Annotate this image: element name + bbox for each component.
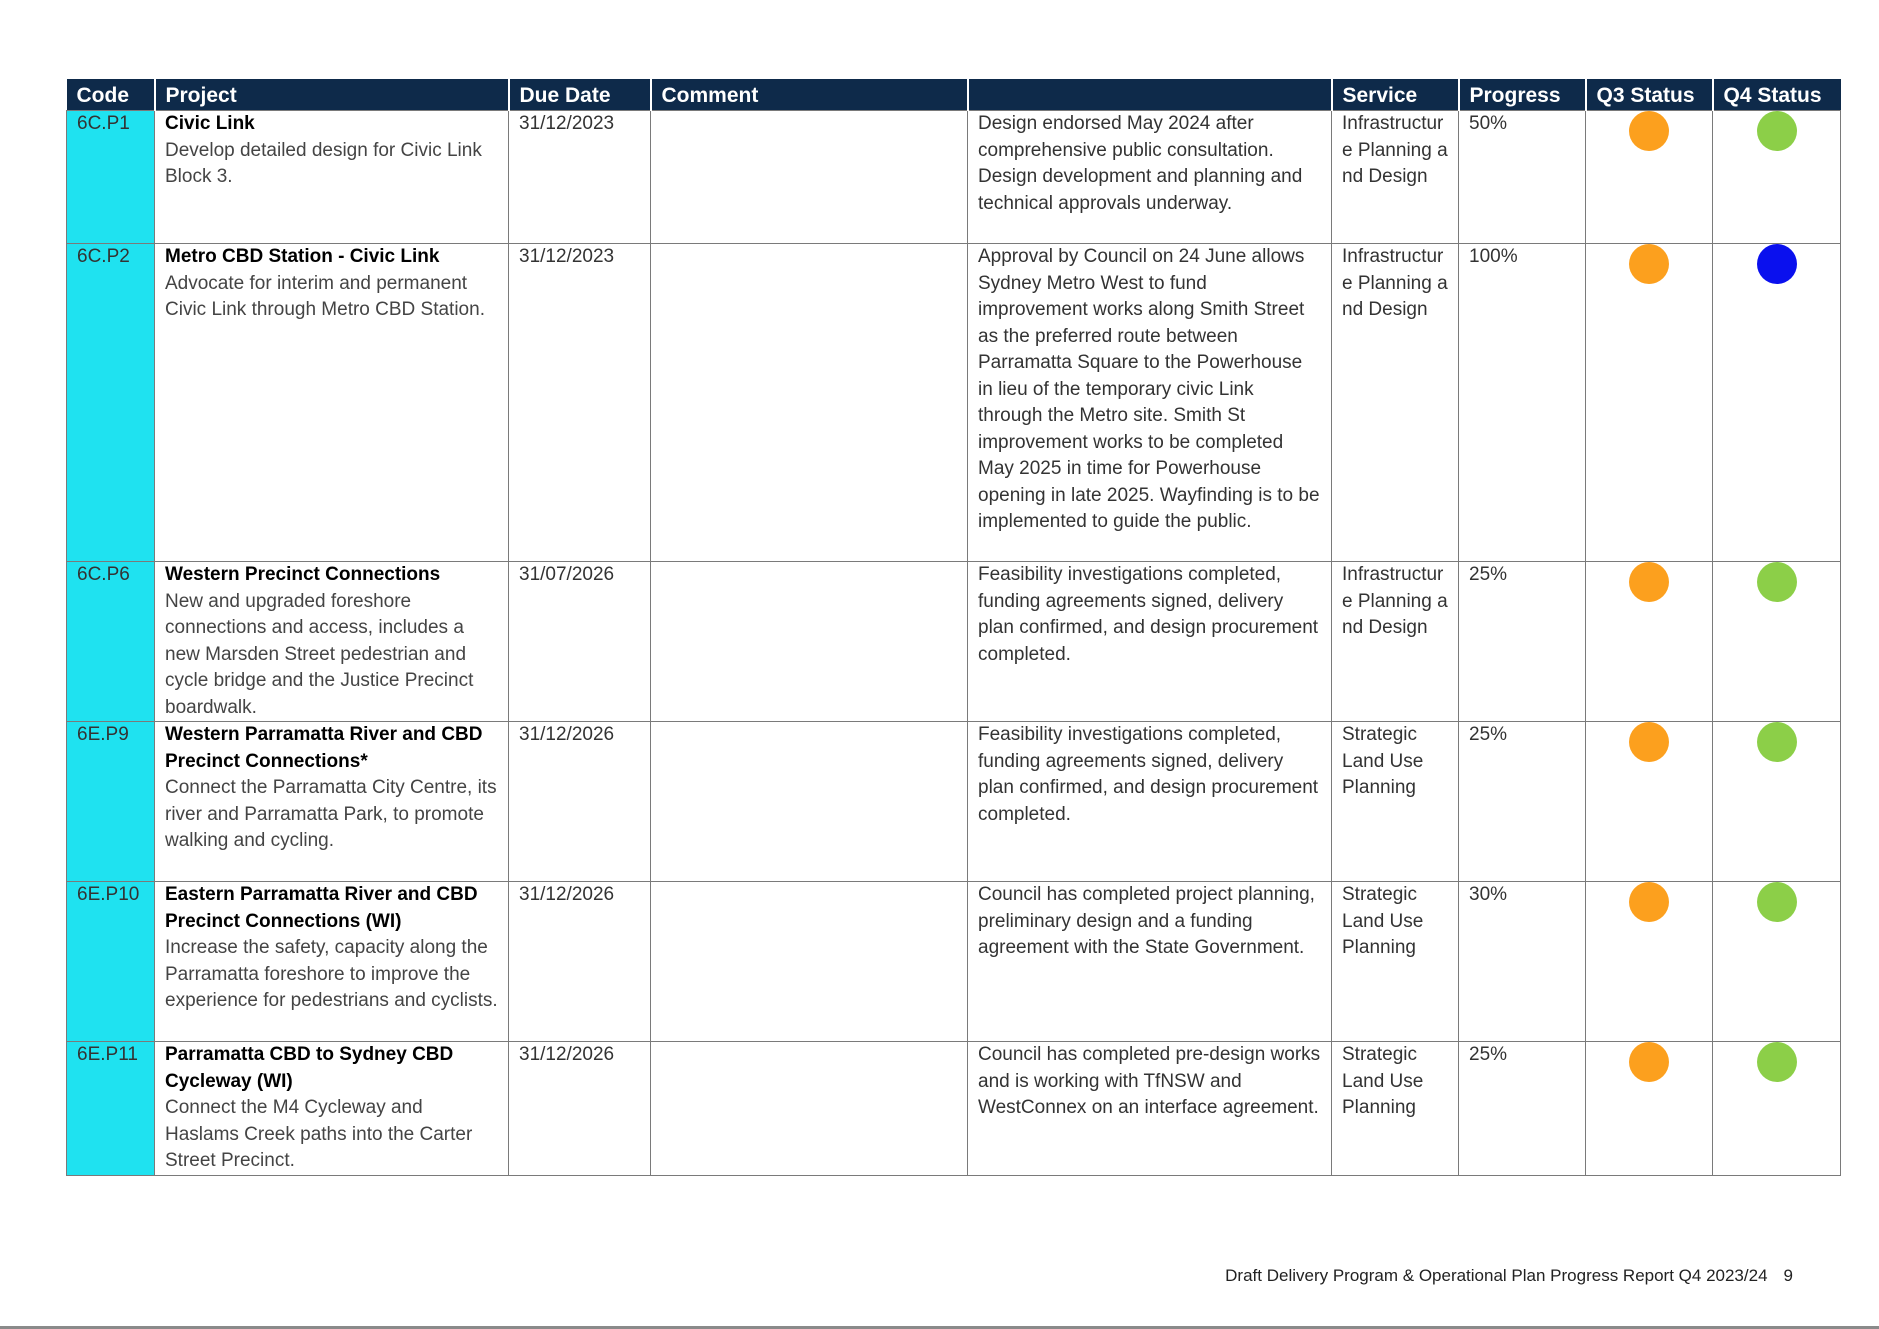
progress-cell: 30% bbox=[1459, 882, 1586, 1042]
q4-status-dot bbox=[1757, 111, 1797, 151]
header-project: Project bbox=[155, 79, 509, 111]
service-cell: Infrastructure Planning and Design bbox=[1332, 562, 1459, 722]
comment-cell bbox=[651, 722, 968, 882]
q3-status-dot bbox=[1629, 111, 1669, 151]
code-cell: 6C.P2 bbox=[67, 244, 155, 562]
progress-cell: 25% bbox=[1459, 562, 1586, 722]
update-cell: Feasibility investigations completed, funding agreements signed, delivery plan confirmed, and design procurement completed. bbox=[968, 722, 1332, 882]
project-cell bbox=[155, 1042, 509, 1176]
table-header-row bbox=[67, 79, 1841, 111]
due-date-cell: 31/12/2023 bbox=[509, 244, 651, 562]
project-description: Advocate for interim and permanent Civic Link through Metro CBD Station. bbox=[165, 272, 485, 320]
project-title: Metro CBD Station - Civic Link bbox=[165, 246, 440, 267]
due-date-cell: 31/12/2026 bbox=[509, 1042, 651, 1176]
page-number: 9 bbox=[1783, 1266, 1793, 1285]
service-cell: Infrastructure Planning and Design bbox=[1332, 111, 1459, 244]
q3-status-dot bbox=[1629, 882, 1669, 922]
service-cell: Strategic Land Use Planning bbox=[1332, 722, 1459, 882]
service-cell: Strategic Land Use Planning bbox=[1332, 1042, 1459, 1176]
progress-cell: 25% bbox=[1459, 1042, 1586, 1176]
code-cell: 6C.P1 bbox=[67, 111, 155, 244]
update-cell: Approval by Council on 24 June allows Sydney Metro West to fund improvement works along Smith Street as the preferred route between Parramatta Square to the Powerhouse in lieu of the temporary civic Link through the Metro site. Smith St improvement works to be completed May 2025 in time for Powerhouse opening in late 2025. Wayfinding is to be implemented to guide the public. bbox=[968, 244, 1332, 562]
q3-status-dot bbox=[1629, 562, 1669, 602]
update-cell: Design endorsed May 2024 after comprehensive public consultation. Design development and planning and technical approvals underway. bbox=[968, 111, 1332, 244]
project-cell bbox=[155, 111, 509, 244]
project-description: Develop detailed design for Civic Link Block 3. bbox=[165, 139, 482, 187]
project-title: Western Parramatta River and CBD Precinct Connections* bbox=[165, 724, 483, 772]
q3-status-cell bbox=[1586, 111, 1713, 244]
project-description: New and upgraded foreshore connections and access, includes a new Marsden Street pedestrian and cycle bridge and the Justice Precinct boardwalk. bbox=[165, 590, 474, 718]
table-row bbox=[67, 722, 1841, 882]
service-cell: Strategic Land Use Planning bbox=[1332, 882, 1459, 1042]
project-title: Western Precinct Connections bbox=[165, 564, 441, 585]
comment-cell bbox=[651, 111, 968, 244]
progress-table bbox=[66, 79, 1841, 1176]
header-due-date: Due Date bbox=[509, 79, 651, 111]
update-cell: Feasibility investigations completed, funding agreements signed, delivery plan confirmed, and design procurement completed. bbox=[968, 562, 1332, 722]
progress-cell: 100% bbox=[1459, 244, 1586, 562]
code-cell: 6E.P10 bbox=[67, 882, 155, 1042]
table-row bbox=[67, 882, 1841, 1042]
project-description: Increase the safety, capacity along the Parramatta foreshore to improve the experience for pedestrians and cyclists. bbox=[165, 937, 498, 1011]
header-progress: Progress bbox=[1459, 79, 1586, 111]
progress-cell: 25% bbox=[1459, 722, 1586, 882]
comment-cell bbox=[651, 882, 968, 1042]
header-q4-status: Q4 Status bbox=[1713, 79, 1841, 111]
header-q3-status: Q3 Status bbox=[1586, 79, 1713, 111]
q3-status-cell bbox=[1586, 722, 1713, 882]
project-description: Connect the M4 Cycleway and Haslams Creek paths into the Carter Street Precinct. bbox=[165, 1097, 473, 1171]
due-date-cell: 31/12/2026 bbox=[509, 722, 651, 882]
page-footer bbox=[1225, 1266, 1793, 1286]
header-code: Code bbox=[67, 79, 155, 111]
q3-status-cell bbox=[1586, 1042, 1713, 1176]
project-cell bbox=[155, 882, 509, 1042]
due-date-cell: 31/12/2026 bbox=[509, 882, 651, 1042]
header-blank bbox=[968, 79, 1332, 111]
header-comment: Comment bbox=[651, 79, 968, 111]
comment-cell bbox=[651, 244, 968, 562]
q4-status-dot bbox=[1757, 1042, 1797, 1082]
project-title: Parramatta CBD to Sydney CBD Cycleway (WI) bbox=[165, 1044, 454, 1092]
project-cell bbox=[155, 244, 509, 562]
table-row bbox=[67, 244, 1841, 562]
service-cell: Infrastructure Planning and Design bbox=[1332, 244, 1459, 562]
q3-status-dot bbox=[1629, 722, 1669, 762]
q4-status-cell bbox=[1713, 722, 1841, 882]
q4-status-cell bbox=[1713, 882, 1841, 1042]
q4-status-cell bbox=[1713, 1042, 1841, 1176]
update-cell: Council has completed project planning, preliminary design and a funding agreement with the State Government. bbox=[968, 882, 1332, 1042]
q4-status-dot bbox=[1757, 244, 1797, 284]
project-description: Connect the Parramatta City Centre, its river and Parramatta Park, to promote walking and cycling. bbox=[165, 777, 497, 851]
progress-cell: 50% bbox=[1459, 111, 1586, 244]
due-date-cell: 31/12/2023 bbox=[509, 111, 651, 244]
code-cell: 6E.P9 bbox=[67, 722, 155, 882]
q3-status-cell bbox=[1586, 244, 1713, 562]
update-cell: Council has completed pre-design works and is working with TfNSW and WestConnex on an interface agreement. bbox=[968, 1042, 1332, 1176]
q3-status-dot bbox=[1629, 1042, 1669, 1082]
q4-status-cell bbox=[1713, 562, 1841, 722]
project-cell bbox=[155, 562, 509, 722]
code-cell: 6E.P11 bbox=[67, 1042, 155, 1176]
code-cell: 6C.P6 bbox=[67, 562, 155, 722]
q4-status-cell bbox=[1713, 111, 1841, 244]
due-date-cell: 31/07/2026 bbox=[509, 562, 651, 722]
table-row bbox=[67, 1042, 1841, 1176]
table-row bbox=[67, 111, 1841, 244]
header-service: Service bbox=[1332, 79, 1459, 111]
q3-status-cell bbox=[1586, 882, 1713, 1042]
q4-status-cell bbox=[1713, 244, 1841, 562]
project-title: Eastern Parramatta River and CBD Precinct Connections (WI) bbox=[165, 884, 478, 932]
q3-status-dot bbox=[1629, 244, 1669, 284]
report-title: Draft Delivery Program & Operational Plan Progress Report Q4 2023/24 bbox=[1225, 1266, 1768, 1285]
project-title: Civic Link bbox=[165, 113, 255, 134]
table-row bbox=[67, 562, 1841, 722]
comment-cell bbox=[651, 562, 968, 722]
q3-status-cell bbox=[1586, 562, 1713, 722]
q4-status-dot bbox=[1757, 722, 1797, 762]
project-cell bbox=[155, 722, 509, 882]
comment-cell bbox=[651, 1042, 968, 1176]
q4-status-dot bbox=[1757, 882, 1797, 922]
q4-status-dot bbox=[1757, 562, 1797, 602]
